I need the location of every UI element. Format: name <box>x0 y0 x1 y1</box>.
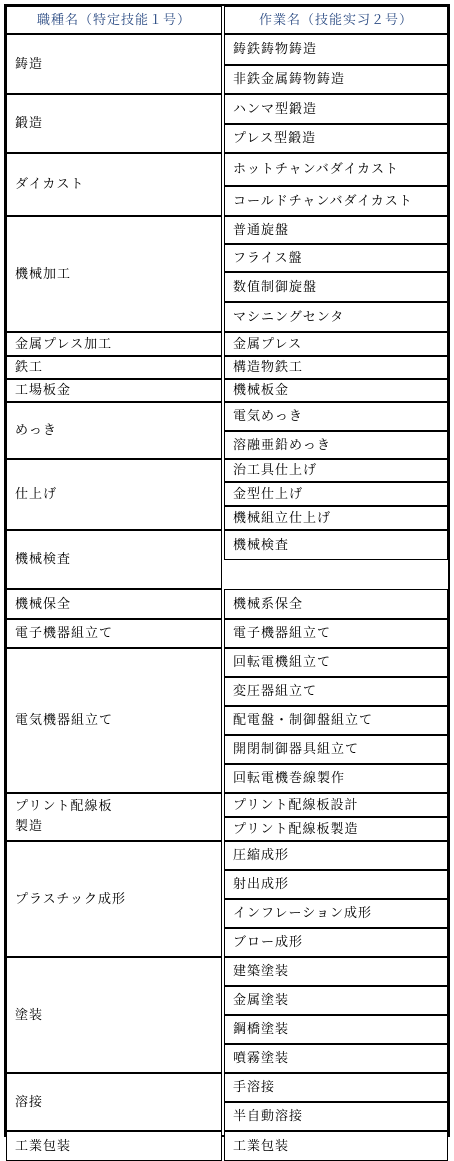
task-cell: 射出成形 <box>224 870 448 899</box>
task-cell: 回転電機組立て <box>224 648 448 677</box>
job-table <box>4 4 450 1154</box>
header-task-name: 作業名（技能实习２号） <box>224 6 448 34</box>
task-cell: 金属塗装 <box>224 986 448 1015</box>
task-cell: マシニングセンタ <box>224 302 448 332</box>
task-cell: 溶融亜鉛めっき <box>224 431 448 459</box>
task-cell: 鋳鉄鋳物鋳造 <box>224 34 448 65</box>
task-cell: 非鉄金属鋳物鋳造 <box>224 65 448 94</box>
task-cell: 建築塗装 <box>224 957 448 986</box>
task-cell: 工業包装 <box>224 1131 448 1161</box>
job-cell: 仕上げ <box>6 459 222 530</box>
task-cell: 開閉制御器具組立て <box>224 735 448 764</box>
task-cell: 治工具仕上げ <box>224 459 448 482</box>
task-cell: 噴霧塗装 <box>224 1044 448 1073</box>
job-cell: 溶接 <box>6 1073 222 1131</box>
job-cell: 鍛造 <box>6 94 222 153</box>
task-cell: ブロー成形 <box>224 928 448 957</box>
task-cell: プリント配線板製造 <box>224 817 448 841</box>
task-cell: 手溶接 <box>224 1073 448 1102</box>
job-cell: 電子機器組立て <box>6 619 222 648</box>
task-cell: 圧縮成形 <box>224 841 448 870</box>
task-cell: 機械検査 <box>224 530 448 560</box>
task-cell: コールドチャンバダイカスト <box>224 186 448 216</box>
job-cell: ダイカスト <box>6 153 222 216</box>
task-cell: フライス盤 <box>224 244 448 272</box>
job-cell: めっき <box>6 402 222 459</box>
task-cell: 機械系保全 <box>224 589 448 619</box>
task-cell: 電気めっき <box>224 402 448 431</box>
task-cell: 回転電機巻線製作 <box>224 764 448 793</box>
job-cell: 機械保全 <box>6 589 222 619</box>
task-cell: 配電盤・制御盤組立て <box>224 706 448 735</box>
task-cell: 鋼橋塗装 <box>224 1015 448 1044</box>
task-cell: 金型仕上げ <box>224 482 448 506</box>
job-cell: 工場板金 <box>6 379 222 402</box>
task-cell: ハンマ型鍛造 <box>224 94 448 124</box>
header-job-name: 職種名（特定技能１号） <box>6 6 222 34</box>
task-cell: 電子機器組立て <box>224 619 448 648</box>
job-cell: 機械加工 <box>6 216 222 332</box>
task-cell: プリント配線板設計 <box>224 793 448 817</box>
job-cell: 塗装 <box>6 957 222 1073</box>
job-cell: 工業包装 <box>6 1131 222 1161</box>
task-cell: 半自動溶接 <box>224 1102 448 1131</box>
job-cell: 金属プレス加工 <box>6 332 222 356</box>
job-cell: 鉄工 <box>6 356 222 379</box>
task-cell: 機械組立仕上げ <box>224 506 448 530</box>
task-cell: 機械板金 <box>224 379 448 402</box>
task-cell: インフレーション成形 <box>224 899 448 928</box>
task-cell: 変圧器組立て <box>224 677 448 706</box>
task-cell: プレス型鍛造 <box>224 124 448 153</box>
task-cell: 数值制御旋盤 <box>224 272 448 302</box>
job-cell: 機械検査 <box>6 530 222 589</box>
job-cell: プラスチック成形 <box>6 841 222 957</box>
job-cell: プリント配線板 製造 <box>6 793 222 841</box>
job-table-grid <box>6 6 448 1154</box>
task-cell: ホットチャンバダイカスト <box>224 153 448 186</box>
job-cell: 鋳造 <box>6 34 222 94</box>
task-cell: 普通旋盤 <box>224 216 448 244</box>
task-cell: 構造物鉄工 <box>224 356 448 379</box>
task-cell: 金属プレス <box>224 332 448 356</box>
job-cell: 電気機器組立て <box>6 648 222 793</box>
